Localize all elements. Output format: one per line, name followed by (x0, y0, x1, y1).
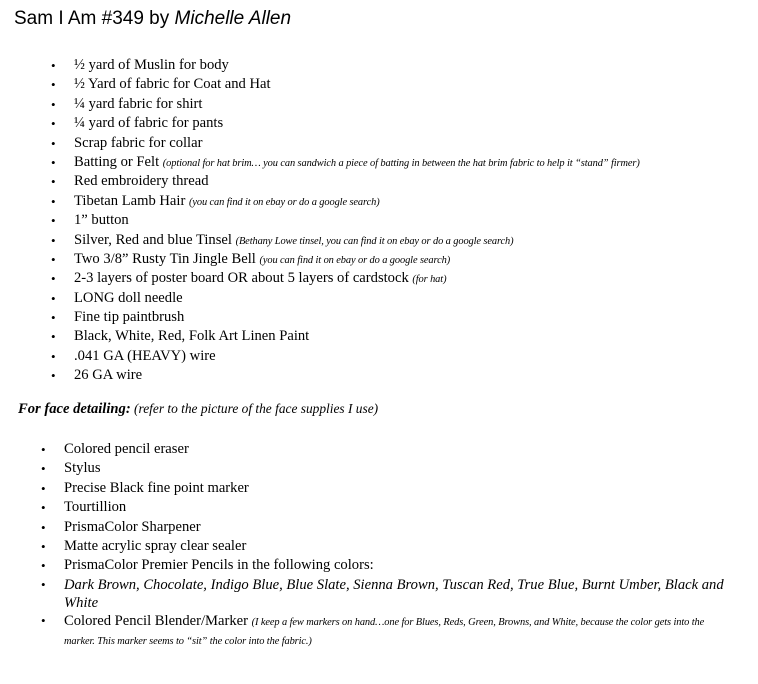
list-item (51, 153, 640, 172)
supplies-list (51, 56, 640, 386)
item-text: Precise Black fine point marker (64, 479, 249, 496)
list-item (41, 576, 728, 612)
list-item (41, 459, 728, 478)
bullet-icon: • (51, 271, 56, 287)
bullet-icon: • (51, 310, 56, 326)
bullet-icon: • (51, 116, 56, 132)
bullet-icon: • (51, 290, 56, 306)
bullet-icon: • (41, 480, 46, 496)
page-title (14, 8, 291, 30)
list-item (51, 347, 640, 366)
item-text: Tibetan Lamb Hair (74, 192, 189, 209)
face-heading-note: (refer to the picture of the face supplies I use) (130, 401, 379, 416)
item-text: Two 3/8” Rusty Tin Jingle Bell (74, 250, 260, 267)
title-author: Michelle Allen (174, 8, 292, 29)
list-item (51, 327, 640, 346)
list-item (51, 192, 640, 211)
list-item (41, 479, 728, 498)
bullet-icon: • (51, 174, 56, 190)
item-text: ½ Yard of fabric for Coat and Hat (74, 76, 271, 93)
list-item (41, 498, 728, 517)
list-item (51, 75, 640, 94)
item-note: (you can find it on ebay or do a google search) (188, 196, 380, 208)
bullet-icon: • (41, 538, 46, 554)
face-supplies-list (41, 440, 728, 650)
item-text: Dark Brown, Chocolate, Indigo Blue, Blue Slate, Sienna Brown, Tuscan Red, True Blue, Burnt Umber, Black and White (64, 576, 724, 611)
list-item (41, 612, 728, 650)
item-note: (for hat) (412, 274, 447, 286)
list-item (41, 537, 728, 556)
item-text: PrismaColor Sharpener (64, 518, 201, 535)
bullet-icon: • (51, 77, 56, 93)
item-text: Stylus (64, 460, 101, 477)
item-text: Matte acrylic spray clear sealer (64, 537, 247, 554)
bullet-icon: • (51, 96, 56, 112)
item-text: 26 GA wire (74, 367, 143, 384)
item-note: (optional for hat brim… you can sandwich a piece of batting in between the hat brim fabric to help it “stand” firmer) (162, 157, 640, 169)
bullet-icon: • (41, 461, 46, 477)
list-item (41, 518, 728, 537)
bullet-icon: • (51, 368, 56, 384)
list-item (51, 211, 640, 230)
item-text: Silver, Red and blue Tinsel (74, 231, 236, 248)
item-text: Colored pencil eraser (64, 441, 189, 457)
item-text: ½ yard of Muslin for body (74, 57, 229, 73)
bullet-icon: • (51, 232, 56, 248)
list-item (51, 134, 640, 153)
list-item (51, 95, 640, 114)
face-detailing-heading (18, 401, 378, 418)
list-item (51, 231, 640, 250)
item-note: (I keep a few markers on hand…one for Blues, Reds, Green, Browns, and White, because the color gets into the marker. This marker seems to “sit” the color into the fabric.) (64, 616, 705, 647)
bullet-icon: • (51, 154, 56, 170)
bullet-icon: • (51, 329, 56, 345)
item-note: (you can find it on ebay or do a google search) (259, 254, 451, 266)
list-item (41, 440, 728, 459)
bullet-icon: • (41, 558, 46, 574)
item-text: Colored Pencil Blender/Marker (64, 612, 252, 629)
item-text: Black, White, Red, Folk Art Linen Paint (74, 328, 310, 345)
bullet-icon: • (41, 612, 46, 628)
bullet-icon: • (41, 576, 46, 592)
title-main: Sam I Am #349 by (14, 8, 175, 29)
list-item (51, 308, 640, 327)
item-text: PrismaColor Premier Pencils in the following colors: (64, 557, 374, 574)
item-text: 2-3 layers of poster board OR about 5 layers of cardstock (74, 270, 413, 287)
item-text: Red embroidery thread (74, 173, 209, 190)
bullet-icon: • (51, 348, 56, 364)
item-text: Batting or Felt (74, 153, 163, 170)
list-item (51, 250, 640, 269)
face-heading-label: For face detailing: (18, 401, 131, 417)
list-item (51, 172, 640, 191)
item-text: Fine tip paintbrush (74, 309, 185, 326)
item-text: .041 GA (HEAVY) wire (74, 347, 216, 364)
list-item (51, 366, 640, 385)
list-item (51, 114, 640, 133)
list-item (51, 289, 640, 308)
item-text: ¼ yard fabric for shirt (74, 95, 203, 112)
list-item (41, 556, 728, 575)
bullet-icon: • (51, 213, 56, 229)
list-item (51, 269, 640, 288)
bullet-icon: • (41, 519, 46, 535)
bullet-icon: • (51, 193, 56, 209)
bullet-icon: • (51, 251, 56, 267)
bullet-icon: • (41, 442, 46, 457)
bullet-icon: • (51, 135, 56, 151)
list-item (51, 56, 640, 75)
item-text: 1” button (74, 212, 129, 229)
item-text: LONG doll needle (74, 289, 183, 306)
bullet-icon: • (41, 500, 46, 516)
item-note: (Bethany Lowe tinsel, you can find it on ebay or do a google search) (235, 235, 514, 247)
item-text: ¼ yard of fabric for pants (74, 115, 224, 132)
item-text: Tourtillion (64, 499, 127, 516)
item-text: Scrap fabric for collar (74, 134, 203, 151)
bullet-icon: • (51, 58, 56, 73)
